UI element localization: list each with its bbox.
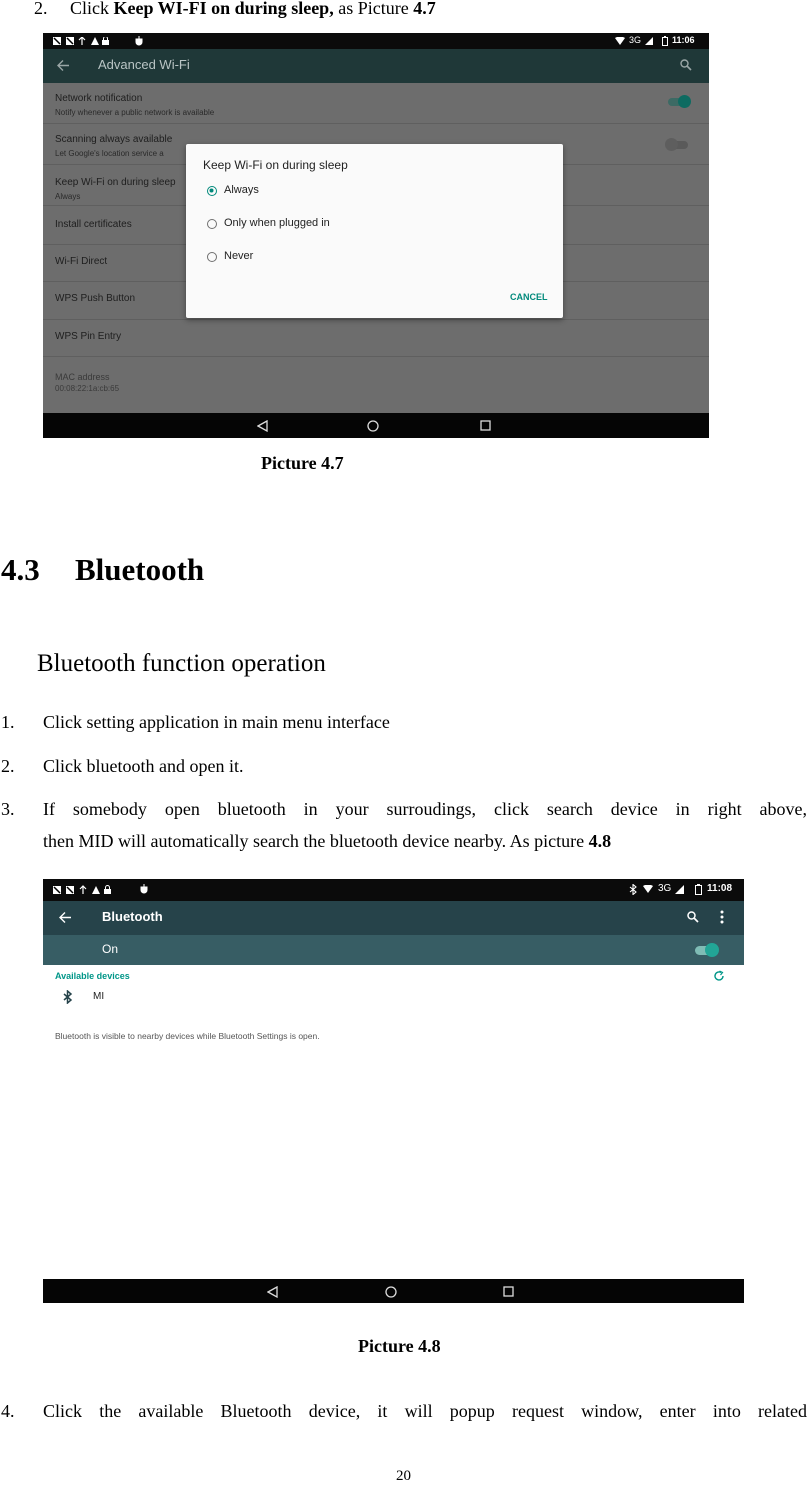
radio-always[interactable] [207,186,217,196]
nav-bar [43,1279,744,1303]
network-type: 3G [658,883,672,894]
option-plugged-label: Only when plugged in [224,217,330,229]
bluetooth-icon [63,990,73,1004]
dialog-title: Keep Wi-Fi on during sleep [203,158,348,172]
battery-saver-icon [135,36,143,46]
caption-picture-4-8: Picture 4.8 [358,1336,441,1356]
toggle-off-knob[interactable] [665,138,678,151]
subheading: Bluetooth function operation [37,650,326,677]
bluetooth-content [43,965,744,1279]
row-install-certificates[interactable]: Install certificates [43,206,709,245]
picture-ref: 4.7 [413,0,436,18]
notification-icons [53,37,113,46]
back-icon[interactable] [257,420,268,432]
step-3-line-1: If somebody open bluetooth in your surroudings, click search device in right above, [43,799,807,819]
row-wifi-direct[interactable]: Wi-Fi Direct [43,245,709,282]
search-icon[interactable] [687,911,699,923]
radio-only-plugged[interactable] [207,219,217,229]
radio-never[interactable] [207,252,217,262]
row-network-notification[interactable]: Network notification Notify whenever a public network is available [43,83,709,124]
screenshot-advanced-wifi [43,33,709,438]
device-row-mi[interactable] [43,984,744,1020]
step-3-line-2: then MID will automatically search the bluetooth device nearby. As picture 4.8 [43,831,612,851]
step-3: 3. [1,799,15,819]
bluetooth-status-icon [629,884,637,895]
toggle-on-knob[interactable] [705,943,719,957]
app-bar-title: Bluetooth [102,909,163,924]
status-time: 11:06 [672,35,695,45]
cancel-button[interactable]: CANCEL [510,292,548,302]
keep-wifi-dialog [186,144,563,318]
app-bar [43,49,709,83]
signal-icon [675,885,684,894]
nav-bar [43,413,709,438]
step-1: 1. Click setting application in main menu interface [1,712,390,732]
status-bar [43,879,744,901]
bluetooth-toggle-bar[interactable] [43,935,744,965]
notification-icons [53,885,113,895]
step-2: 2. Click bluetooth and open it. [1,756,244,776]
row-wps-push[interactable]: WPS Push Button [43,282,709,320]
row-scanning-always[interactable]: Scanning always available Let Google's location service a [43,124,709,165]
wifi-icon [643,885,653,893]
row-wps-pin[interactable]: WPS Pin Entry [43,320,709,357]
caption-picture-4-7: Picture 4.7 [261,453,344,473]
signal-icon [645,37,653,45]
battery-saver-icon [140,884,148,895]
battery-icon [662,36,668,46]
network-type: 3G [629,35,642,45]
toggle-on-knob[interactable] [678,95,691,108]
status-bar [43,33,709,49]
status-time: 11:08 [707,883,733,894]
app-bar-title: Advanced Wi-Fi [98,57,190,72]
step-4: 4. [1,1401,15,1421]
recents-icon[interactable] [503,1286,514,1297]
back-arrow-icon[interactable] [57,60,69,71]
row-mac-address: MAC address 00:08:22:1a:cb:65 [55,372,120,393]
device-name: MI [93,991,105,1002]
page-number: 20 [396,1468,411,1484]
available-devices-header: Available devices [55,971,130,981]
recents-icon[interactable] [480,420,491,431]
step-number: 2. [34,0,48,18]
row-keep-wifi-sleep[interactable]: Keep Wi-Fi on during sleep Always [43,165,709,206]
option-never-label: Never [224,250,254,262]
screenshot-bluetooth [43,879,744,1303]
toggle-label: On [102,942,119,956]
search-icon[interactable] [680,59,692,71]
section-number: 4.3 [1,552,40,587]
battery-icon [695,884,702,895]
back-arrow-icon[interactable] [59,912,71,923]
refresh-icon[interactable] [713,970,725,982]
home-icon[interactable] [367,420,379,432]
section-heading [1,550,204,590]
step-2-bold: Keep WI-FI on during sleep, [113,0,334,18]
step-4-text: Click the available Bluetooth device, it will popup request window, enter into related [43,1401,807,1421]
option-always-label: Always [224,184,259,196]
home-icon[interactable] [385,1286,397,1298]
more-options-icon[interactable] [720,910,724,924]
back-icon[interactable] [267,1286,278,1298]
step-2-line: 2. Click Keep WI-FI on during sleep, as Picture 4.7 [34,0,436,20]
app-bar [43,901,744,935]
section-title: Bluetooth [75,552,205,587]
wifi-icon [615,37,625,45]
visibility-note: Bluetooth is visible to nearby devices while Bluetooth Settings is open. [55,1031,320,1041]
